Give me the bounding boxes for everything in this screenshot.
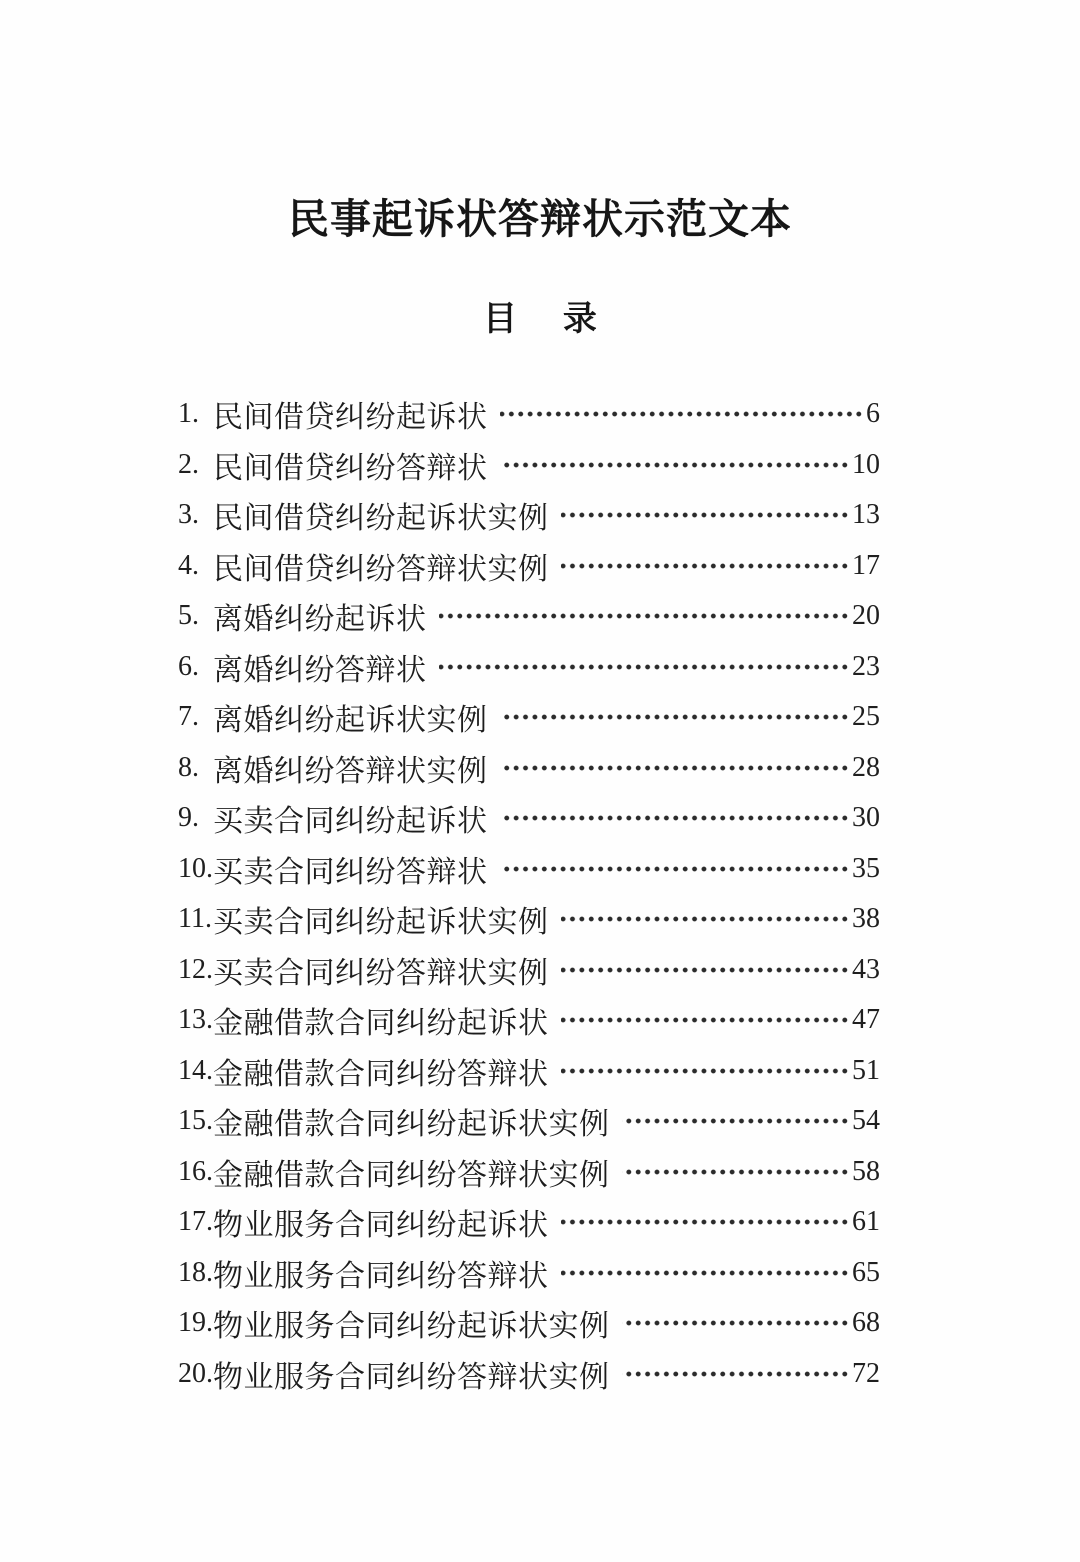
toc-dot-leader [561,914,850,924]
toc-entry-page: 61 [852,1206,880,1238]
toc-list [178,389,880,1399]
toc-entry [178,793,880,844]
toc-entry-number: 17. [178,1206,213,1238]
toc-dot-leader [561,965,850,975]
toc-entry-page: 51 [852,1054,880,1086]
toc-heading: 目录 [483,301,643,338]
toc-entry-title: 离婚纠纷起诉状 [213,603,427,637]
toc-entry-title: 离婚纠纷答辩状 [213,653,427,687]
toc-entry-title: 物业服务合同纠纷起诉状实例 [213,1310,610,1344]
toc-dot-leader [622,1116,850,1126]
toc-entry-title: 物业服务合同纠纷起诉状 [213,1209,549,1243]
toc-entry-number: 13. [178,1004,213,1036]
toc-entry-number: 9. [178,802,199,834]
toc-entry-number: 7. [178,701,199,733]
toc-entry-number: 14. [178,1054,213,1086]
toc-dot-leader [439,611,850,621]
toc-entry [178,389,880,440]
toc-entry-page: 68 [852,1307,880,1339]
toc-entry-title: 物业服务合同纠纷答辩状 [213,1259,549,1293]
toc-entry [178,1197,880,1248]
toc-entry-number: 16. [178,1155,213,1187]
toc-entry-number: 19. [178,1307,213,1339]
toc-entry-number: 3. [178,499,199,531]
toc-dot-leader [622,1318,850,1328]
document-title: 民事起诉状答辩状示范文本 [288,196,792,242]
toc-entry-title: 物业服务合同纠纷答辩状实例 [213,1360,610,1394]
toc-entry-page: 38 [852,903,880,935]
toc-entry-number: 8. [178,751,199,783]
toc-entry [178,642,880,693]
toc-entry-page: 35 [852,852,880,884]
toc-entry-title: 民间借贷纠纷答辩状 [213,451,488,485]
toc-entry [178,1096,880,1147]
toc-dot-leader [500,409,864,419]
toc-entry-title: 民间借贷纠纷答辩状实例 [213,552,549,586]
toc-entry [178,1147,880,1198]
toc-dot-leader [500,460,850,470]
toc-entry-title: 买卖合同纠纷答辩状实例 [213,956,549,990]
toc-entry-page: 10 [852,448,880,480]
toc-entry-page: 6 [866,398,880,430]
toc-entry-page: 20 [852,600,880,632]
toc-entry-number: 12. [178,953,213,985]
toc-dot-leader [622,1167,850,1177]
toc-entry [178,844,880,895]
toc-entry-page: 43 [852,953,880,985]
toc-entry [178,894,880,945]
toc-dot-leader [561,1217,850,1227]
toc-entry [178,1349,880,1400]
toc-entry [178,743,880,794]
toc-entry-page: 54 [852,1105,880,1137]
toc-entry-number: 10. [178,852,213,884]
toc-entry-page: 23 [852,650,880,682]
toc-entry [178,440,880,491]
toc-entry-number: 11. [178,903,212,935]
toc-dot-leader [561,1066,850,1076]
toc-entry-number: 4. [178,549,199,581]
toc-dot-leader [500,712,850,722]
toc-entry [178,541,880,592]
toc-dot-leader [622,1369,850,1379]
toc-entry-page: 17 [852,549,880,581]
toc-entry [178,692,880,743]
toc-entry-title: 买卖合同纠纷起诉状实例 [213,906,549,940]
toc-dot-leader [561,561,850,571]
toc-entry-number: 18. [178,1256,213,1288]
toc-entry-title: 金融借款合同纠纷起诉状 [213,1007,549,1041]
toc-entry-number: 1. [178,398,199,430]
toc-entry-title: 离婚纠纷答辩状实例 [213,754,488,788]
toc-dot-leader [500,813,850,823]
toc-entry-number: 6. [178,650,199,682]
toc-entry [178,945,880,996]
toc-dot-leader [500,864,850,874]
toc-entry [178,1298,880,1349]
toc-entry-number: 2. [178,448,199,480]
toc-entry-title: 金融借款合同纠纷答辩状实例 [213,1158,610,1192]
toc-entry [178,1248,880,1299]
toc-entry-title: 金融借款合同纠纷答辩状 [213,1057,549,1091]
toc-entry [178,490,880,541]
toc-entry-title: 民间借贷纠纷起诉状 [213,401,488,435]
toc-entry-title: 买卖合同纠纷答辩状 [213,855,488,889]
toc-dot-leader [561,510,850,520]
toc-entry-page: 13 [852,499,880,531]
toc-entry [178,591,880,642]
toc-entry-number: 5. [178,600,199,632]
toc-entry-page: 58 [852,1155,880,1187]
toc-entry-page: 25 [852,701,880,733]
toc-dot-leader [500,763,850,773]
toc-entry-title: 离婚纠纷起诉状实例 [213,704,488,738]
toc-entry-page: 72 [852,1357,880,1389]
toc-dot-leader [561,1268,850,1278]
toc-entry-page: 65 [852,1256,880,1288]
toc-entry-title: 买卖合同纠纷起诉状 [213,805,488,839]
toc-entry-page: 47 [852,1004,880,1036]
toc-entry [178,1046,880,1097]
toc-entry-number: 15. [178,1105,213,1137]
toc-entry-title: 金融借款合同纠纷起诉状实例 [213,1108,610,1142]
toc-entry-page: 28 [852,751,880,783]
toc-entry-title: 民间借贷纠纷起诉状实例 [213,502,549,536]
toc-entry-page: 30 [852,802,880,834]
toc-dot-leader [561,1015,850,1025]
toc-entry [178,995,880,1046]
toc-entry-number: 20. [178,1357,213,1389]
toc-dot-leader [439,662,850,672]
